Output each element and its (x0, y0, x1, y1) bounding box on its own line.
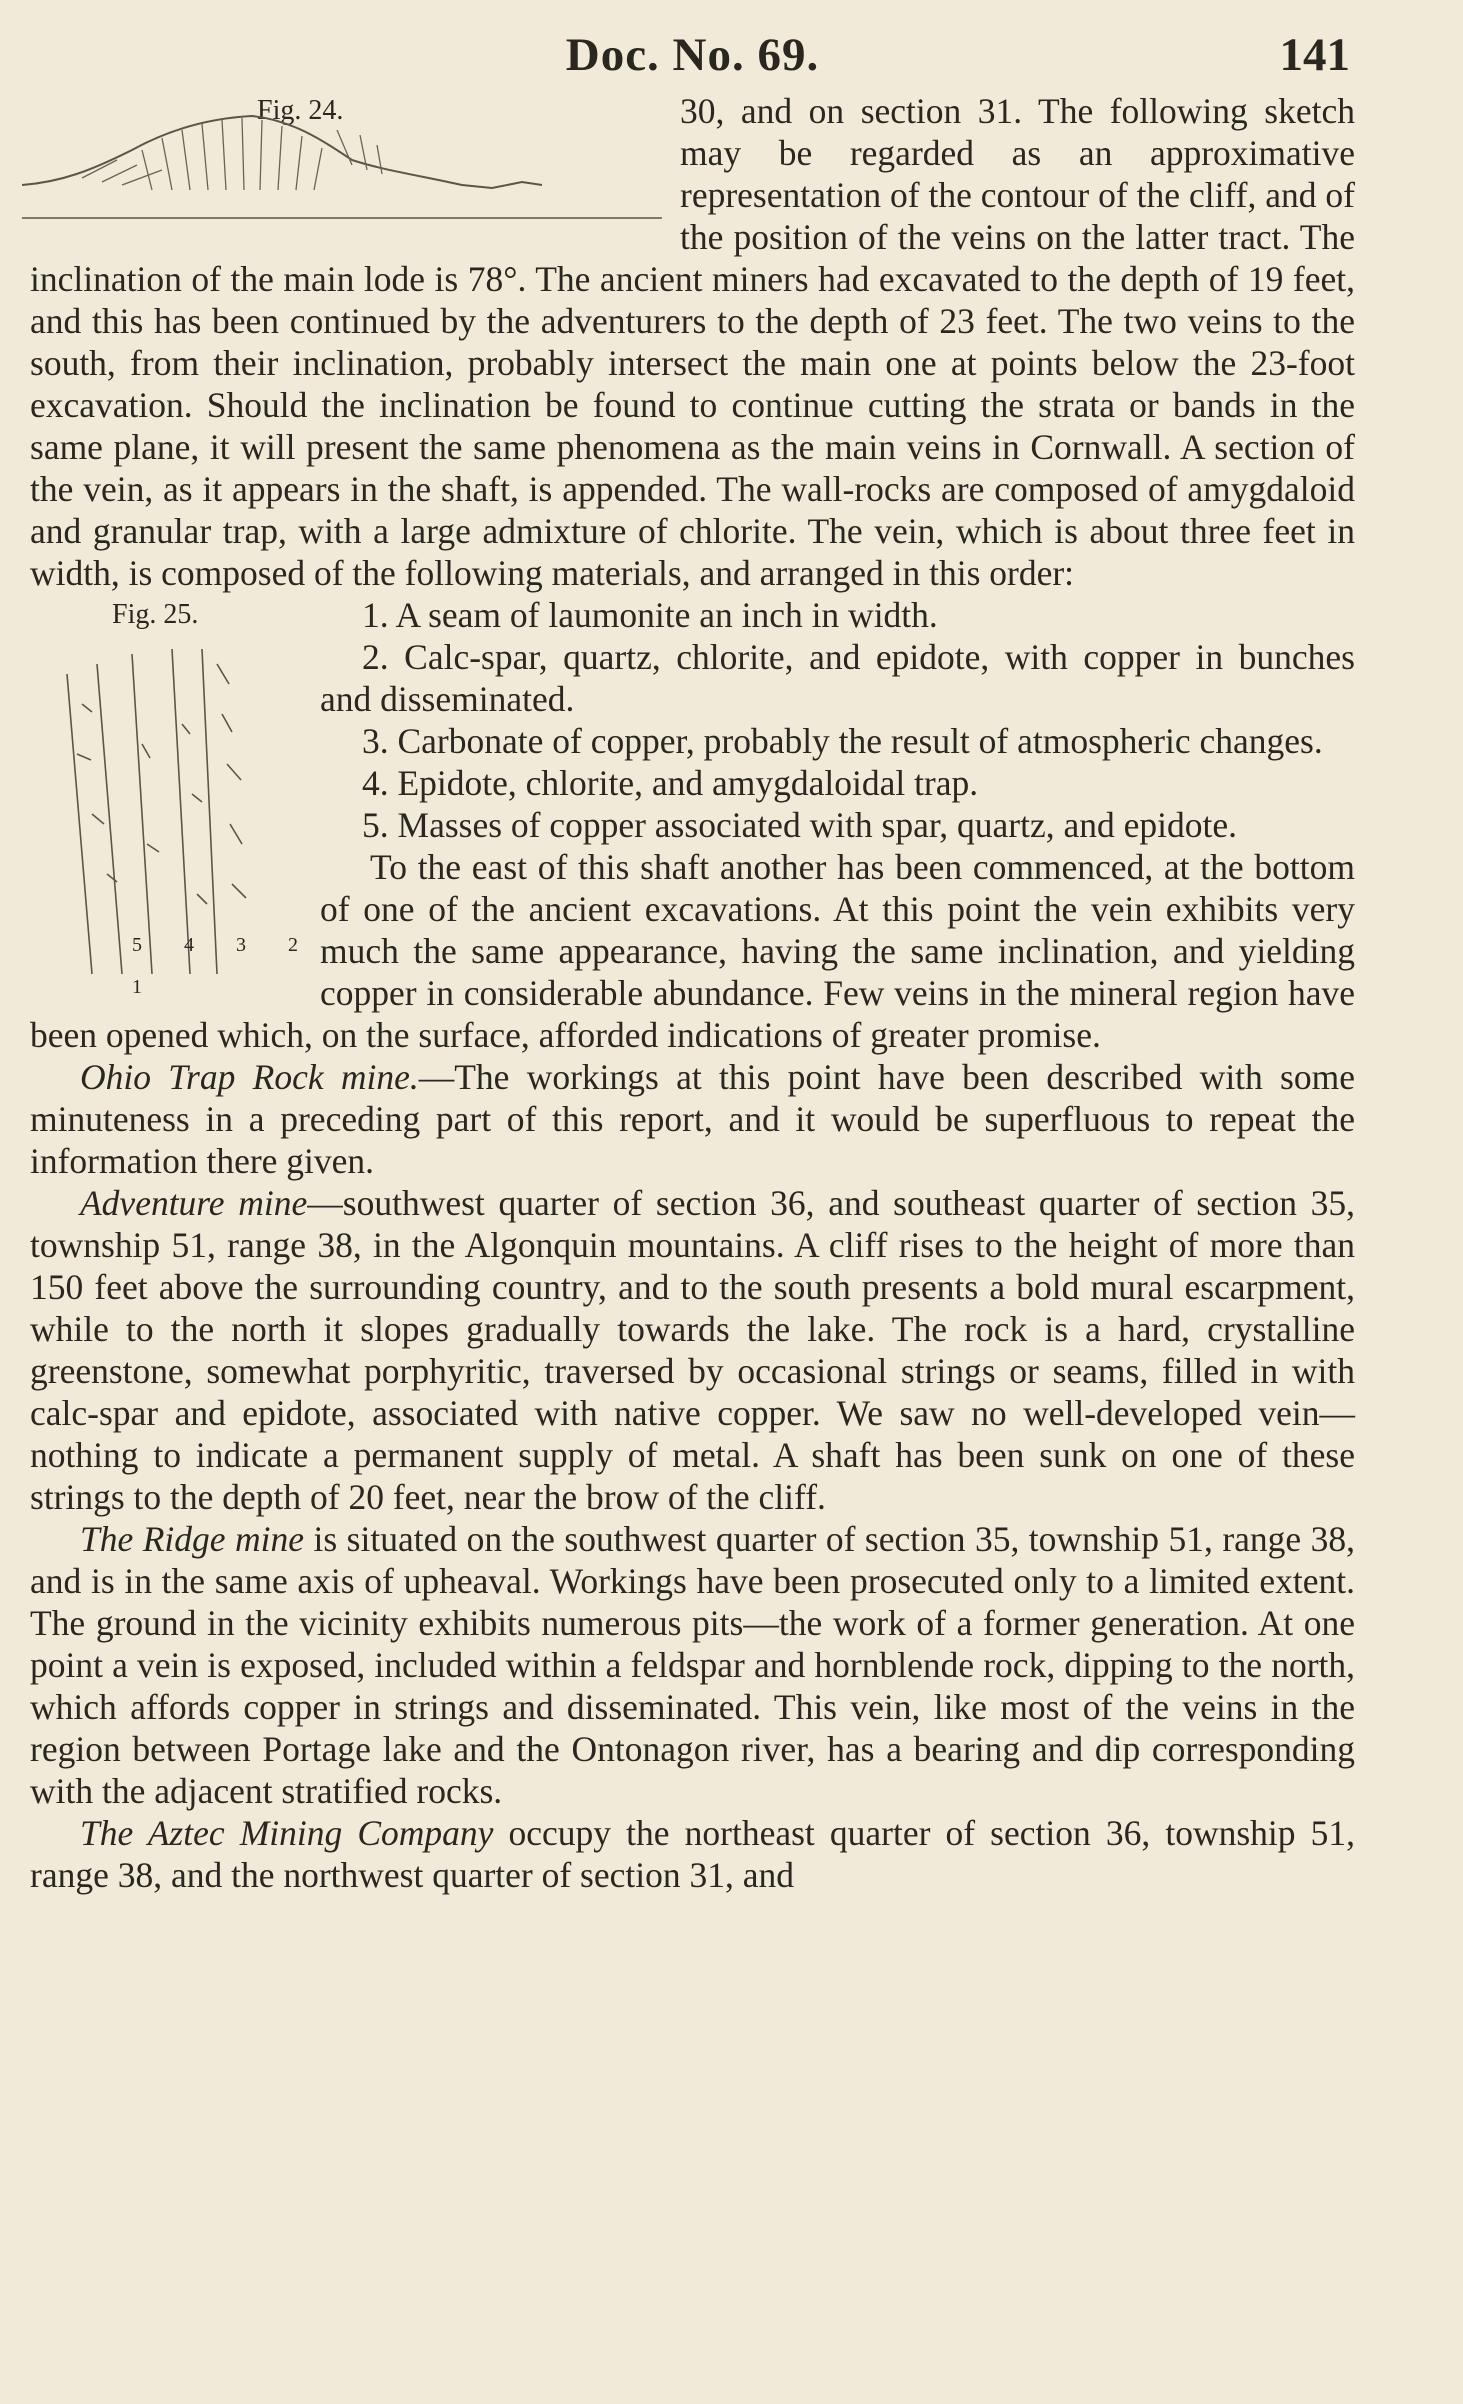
paragraph-east-shaft: To the east of this shaft another has been commenced, at the bottom of one of the ancient excavations. At this point the vein exhibits very much the same appearance, having the same inclination, and yielding copper in considerable abundance. Few veins in the mineral region have been opened which, on the surface, afforded indications of greater promise. (30, 847, 1355, 1055)
figure-24-label: Fig. 24. (257, 95, 344, 126)
paragraph-ohio-trap-rock: Ohio Trap Rock mine.—The workings at this point have been described with some minuteness in a preceding part of this report, and it would be superfluous to repeat the information there given. (30, 1057, 1355, 1181)
cliff-contour-sketch (22, 90, 662, 245)
figure-25-label: Fig. 25. (112, 599, 199, 630)
page-number: 141 (1279, 29, 1350, 81)
paragraph-aztec-mining: The Aztec Mining Company occupy the northeast quarter of section 36, township 51, range 38, and the northwest quarter of section 31, and (30, 1813, 1355, 1895)
list-item: 2. Calc-spar, quartz, chlorite, and epidote, with copper in bunches and disseminated. (320, 637, 1355, 719)
list-item: 1. A seam of laumonite an inch in width. (362, 595, 938, 635)
section-heading: Adventure mine (80, 1183, 308, 1223)
section-heading: Ohio Trap Rock mine. (80, 1057, 419, 1097)
section-heading: The Ridge mine (80, 1519, 305, 1559)
body-text (30, 90, 1355, 1896)
section-heading: The Aztec Mining Company (80, 1813, 494, 1853)
paragraph-ridge-mine: The Ridge mine is situated on the southwest quarter of section 35, township 51, range 38, and is in the same axis of upheaval. Workings have been prosecuted only to a limited extent. The ground in the vicinity exhibits numerous pits—the work of a former generation. At one point a vein is exposed, included within a feldspar and hornblende rock, dipping to the north, which affords copper in strings and disseminated. This vein, like most of the veins in the region between Portage lake and the Ontonagon river, has a bearing and dip corresponding with the adjacent stratified rocks. (30, 1519, 1356, 1811)
document-page (30, 20, 1355, 1896)
figure-24 (22, 90, 662, 245)
list-item: 4. Epidote, chlorite, and amygdaloidal trap. (362, 763, 979, 803)
figure-25 (22, 594, 312, 1012)
list-item: 3. Carbonate of copper, probably the result of atmospheric changes. (362, 721, 1323, 761)
paragraph-intro: 30, and on section 31. The following sketch may be regarded as an approximative representation of the contour of the cliff, and of the position of the veins on the latter tract. The inclination of the main lode is 78°. The ancient miners had excavated to the depth of 19 feet, and this has been continued by the adventurers to the depth of 23 feet. The two veins to the south, from their inclination, probably intersect the main one at points below the 23-foot excavation. Should the inclination be found to continue cutting the strata or bands in the same plane, it will present the same phenomena as the main veins in Cornwall. A section of the vein, as it appears in the shaft, is appended. The wall-rocks are composed of amygdaloid and granular trap, with a large admixture of chlorite. The vein, which is about three feet in width, is composed of the following materials, and arranged in this order: (30, 91, 1355, 593)
figure-25-scale: 5 4 3 2 1 (132, 934, 312, 998)
list-item: 5. Masses of copper associated with spar, quartz, and epidote. (362, 805, 1237, 845)
page-header (30, 20, 1355, 90)
paragraph-adventure-mine: Adventure mine—southwest quarter of section 36, and southeast quarter of section 35, township 51, range 38, in the Algonquin mountains. A cliff rises to the height of more than 150 feet above the surrounding country, and to the south presents a bold mural escarpment, while to the north it slopes gradually towards the lake. The rock is a hard, crystalline greenstone, somewhat porphyritic, traversed by occasional strings or seams, filled in with calc-spar and epidote, associated with native copper. We saw no well-developed vein—nothing to indicate a permanent supply of metal. A shaft has been sunk on one of these strings to the depth of 20 feet, near the brow of the cliff. (30, 1183, 1356, 1517)
document-title: Doc. No. 69. (565, 29, 820, 81)
